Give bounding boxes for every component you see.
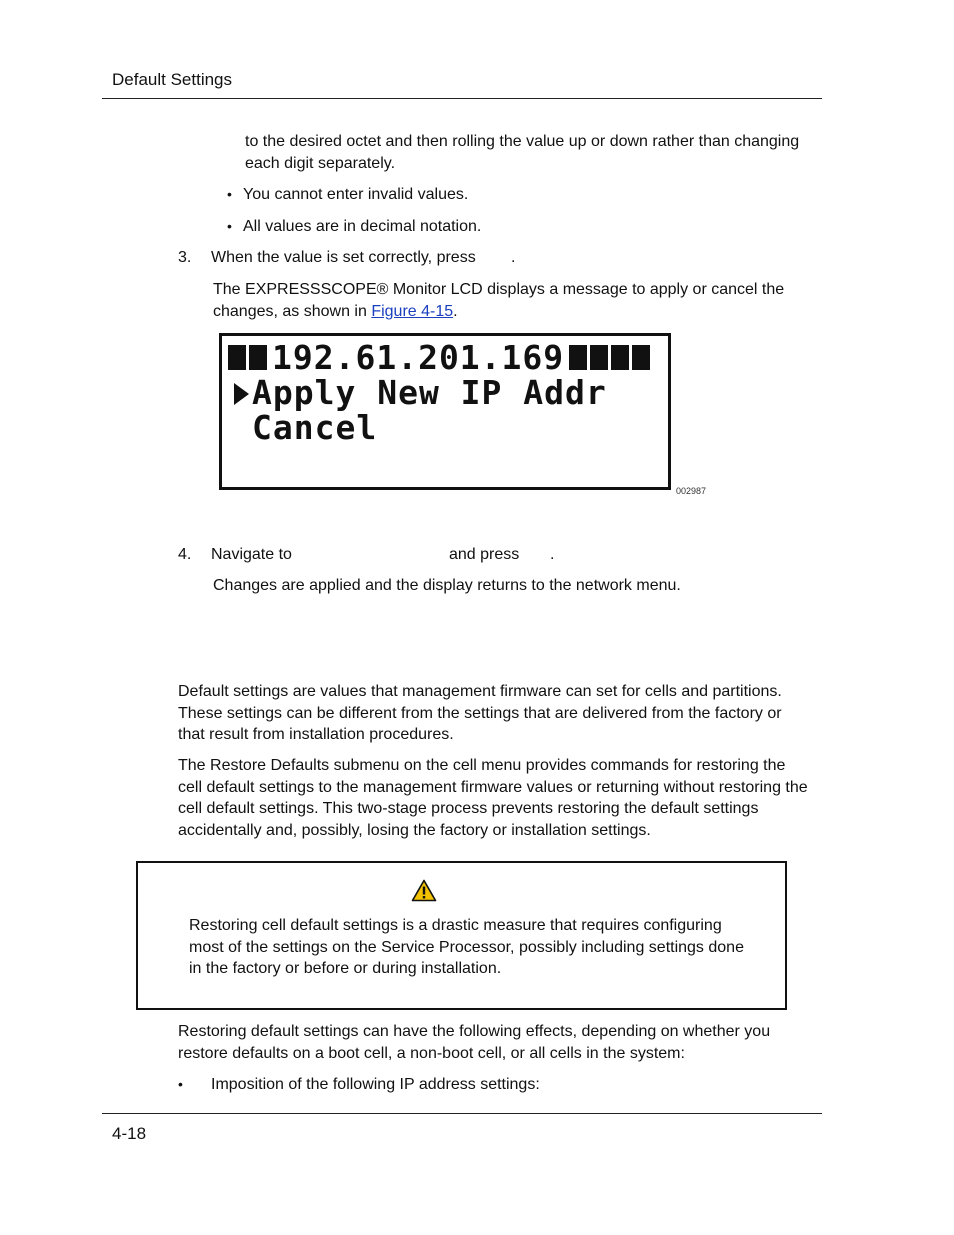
body-paragraph: Default settings are values that management firmware can set for cells and partitions. These settings can be different from the settings that are delivered from the factory or that result from installation procedures. (178, 683, 782, 743)
step-text-end: . (550, 546, 555, 563)
step-text: Navigate to (211, 546, 292, 563)
page-number: 4-18 (112, 1124, 147, 1143)
step-text: When the value is set correctly, press (211, 249, 476, 266)
bullet-marker: • (227, 218, 232, 234)
lcd-block (228, 345, 246, 370)
running-header: Default Settings (112, 70, 233, 89)
lcd-block (632, 345, 650, 370)
intro-continuation: to the desired octet and then rolling the value up or down rather than changing each digit separately. (245, 133, 800, 172)
lcd-block (611, 345, 629, 370)
step-number: 3. (178, 249, 192, 266)
bullet-item: You cannot enter invalid values. (243, 186, 469, 203)
lcd-cursor-arrow-icon (234, 383, 249, 405)
lcd-block (590, 345, 608, 370)
figure-id: 002987 (676, 486, 707, 496)
step-text-end: . (511, 249, 516, 266)
lcd-line-3: Cancel (252, 408, 378, 447)
step-number: 4. (178, 546, 192, 563)
bullet-item: Imposition of the following IP address settings: (211, 1076, 540, 1093)
header-rule (102, 98, 822, 99)
caution-box (136, 861, 787, 1010)
footer-rule (102, 1113, 822, 1114)
bullet-marker: • (227, 186, 232, 202)
step-description-text: The EXPRESSSCOPE® Monitor LCD displays a message to apply or cancel the changes, as shown in (213, 281, 785, 320)
lcd-line-2: Apply New IP Addr (252, 373, 607, 412)
step-description-end: . (453, 302, 458, 320)
warning-triangle-icon (411, 879, 437, 902)
step-description: Changes are applied and the display returns to the network menu. (213, 577, 681, 594)
lcd-block (569, 345, 587, 370)
bullet-item: All values are in decimal notation. (243, 218, 482, 235)
bullet-marker: • (178, 1076, 183, 1092)
step-text: and press (449, 546, 520, 563)
figure-link[interactable]: Figure 4-15 (371, 302, 454, 320)
lcd-block (249, 345, 267, 370)
body-paragraph: The Restore Defaults submenu on the cell menu provides commands for restoring the cell default settings to the management firmware values or returning without restoring the cell default settings. This two-stage process prevents restoring the default settings accidentally and, possibly, losing the factory or installation settings. (178, 757, 808, 839)
lcd-figure (219, 333, 671, 490)
lcd-line-1: 192.61.201.169 (272, 338, 565, 377)
step-description (213, 279, 813, 322)
body-paragraph: Restoring default settings can have the following effects, depending on whether you restore defaults on a boot cell, a non-boot cell, or all cells in the system: (178, 1023, 771, 1062)
caution-text: Restoring cell default settings is a drastic measure that requires configuring most of the settings on the Service Processor, possibly including settings done in the factory or before or during installation. (189, 917, 744, 977)
